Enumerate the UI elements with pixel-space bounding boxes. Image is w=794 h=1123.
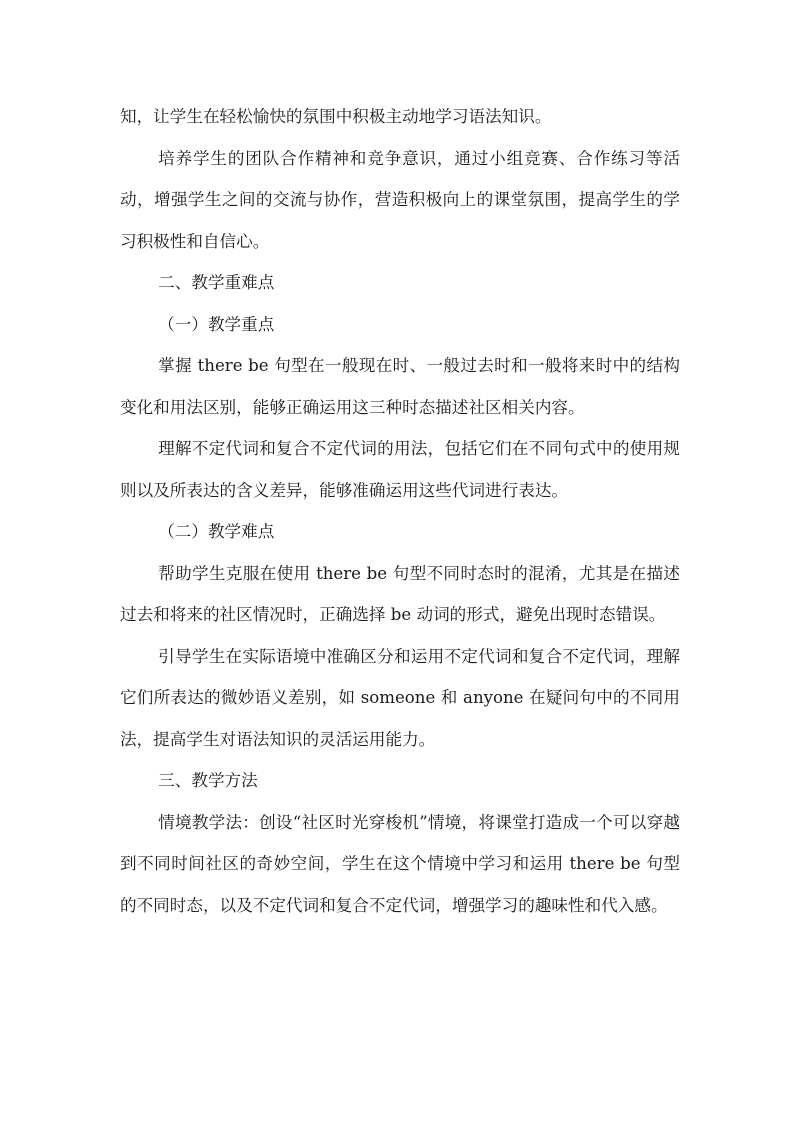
paragraph-key-point-there-be: 掌握 there be 句型在一般现在时、一般过去时和一般将来时中的结构变化和用法区别，能够正确运用这三种时态描述社区相关内容。 [120, 356, 680, 417]
paragraph-difficult-point-pronouns: 引导学生在实际语境中准确区分和运用不定代词和复合不定代词，理解它们所表达的微妙语义差别，如 someone 和 anyone 在疑问句中的不同用法，提高学生对语法知识的灵活运用能力。 [120, 646, 680, 749]
paragraph-teamwork-goal: 培养学生的团队合作精神和竞争意识，通过小组竞赛、合作练习等活动，增强学生之间的交流与协作，营造积极向上的课堂氛围，提高学生的学习积极性和自信心。 [120, 148, 680, 251]
subsection-heading-key-points: （一）教学重点 [158, 314, 275, 334]
paragraph-continuation: 知，让学生在轻松愉快的氛围中积极主动地学习语法知识。 [120, 107, 552, 126]
paragraph-difficult-point-tense: 帮助学生克服在使用 there be 句型不同时态时的混淆，尤其是在描述过去和将来的社区情况时，正确选择 be 动词的形式，避免出现时态错误。 [120, 563, 680, 624]
document-body [120, 96, 680, 926]
subsection-heading-difficult-points: （二）教学难点 [158, 522, 275, 541]
section-heading-key-difficult-points: 二、教学重难点 [158, 273, 275, 292]
section-heading-teaching-methods: 三、教学方法 [158, 771, 258, 790]
paragraph-situational-teaching: 情境教学法：创设“社区时光穿梭机”情境，将课堂打造成一个可以穿越到不同时间社区的奇妙空间，学生在这个情境中学习和运用 there be 句型的不同时态，以及不定代词和复合不定代词，增强学习的趣味性和代入感。 [120, 812, 680, 915]
paragraph-key-point-pronouns: 理解不定代词和复合不定代词的用法，包括它们在不同句式中的使用规则以及所表达的含义差异，能够准确运用这些代词进行表达。 [120, 439, 680, 500]
